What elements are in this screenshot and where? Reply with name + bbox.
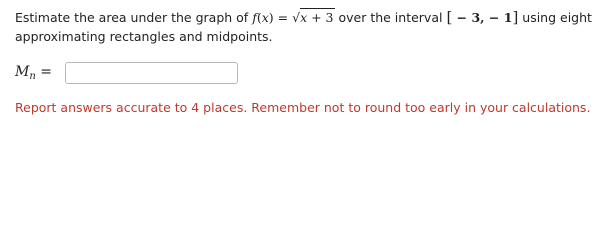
radical-sign: √: [292, 10, 301, 25]
radicand: x + 3: [300, 10, 334, 25]
function-name: f: [252, 10, 257, 25]
function-variable: x: [261, 10, 269, 25]
question-line-2: approximating rectangles and midpoints.: [15, 29, 273, 44]
accuracy-note: Report answers accurate to 4 places. Remember not to round too early in your calculations.: [15, 100, 591, 115]
answer-label: $M_n$ =: [15, 64, 52, 82]
interval-open-bracket: [: [446, 8, 453, 26]
equals-sign: =: [273, 10, 293, 25]
question-text: Estimate the area under the graph of f(x) = √x + 3 over the interval [ − 3, − 1] using eight approximating rectangles and midpoints.: [15, 8, 592, 44]
square-root: [292, 8, 334, 27]
answer-row: [15, 58, 238, 88]
question-intro: Estimate the area under the graph of: [15, 10, 253, 25]
interval-start: − 3,: [452, 10, 489, 25]
midpoint-sum-input[interactable]: [65, 62, 238, 84]
question-tail: using eight: [518, 10, 592, 25]
interval-end: − 1: [488, 10, 513, 25]
interval-close-bracket: ]: [512, 8, 519, 26]
interval-text: over the interval: [334, 10, 447, 25]
